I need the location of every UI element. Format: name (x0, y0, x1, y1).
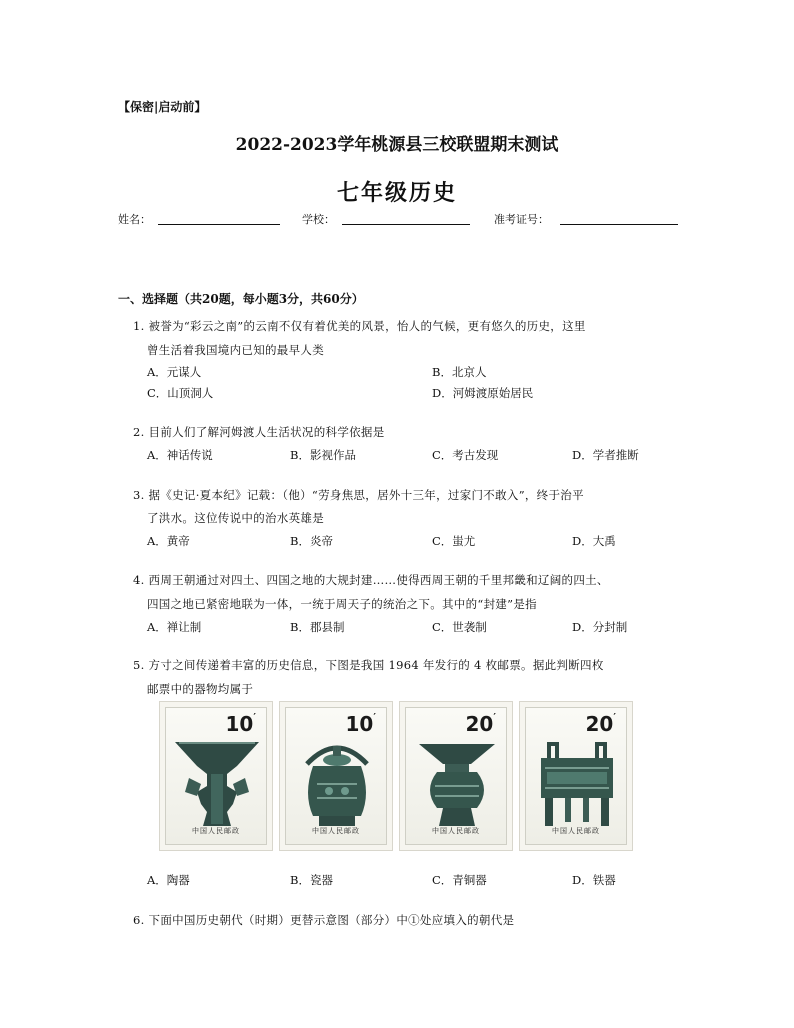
question-3-line-1: 3. 据《史记·夏本纪》记载：（他）“劳身焦思，居外十三年，过家门不敢入”，终于治平 (133, 488, 584, 502)
stamp-3 (400, 702, 512, 850)
stamp-3-denomination: 20′ (465, 712, 496, 736)
name-field[interactable] (158, 224, 280, 225)
question-3-option-d[interactable]: D．大禹 (572, 534, 616, 548)
bronze-vessel-icon (407, 734, 507, 834)
question-2-option-d[interactable]: D．学者推断 (572, 448, 639, 462)
exam-title: 2022-2023学年桃源县三校联盟期末测试 (235, 135, 559, 155)
question-5-line-1: 5. 方寸之间传递着丰富的历史信息，下图是我国 1964 年发行的 4 枚邮票。据此判断四枚 (133, 658, 604, 672)
question-2-option-a[interactable]: A．神话传说 (147, 448, 213, 462)
question-5-option-d[interactable]: D．铁器 (572, 873, 616, 887)
stamp-2-country: 中国人民邮政 (312, 827, 360, 835)
question-5-option-a[interactable]: A．陶器 (147, 873, 190, 887)
question-3-option-b[interactable]: B．炎帝 (290, 534, 333, 548)
question-6-line-1: 6. 下面中国历史朝代（时期）更替示意图（部分）中①处应填入的朝代是 (133, 913, 515, 927)
exam-subtitle: 七年级历史 (336, 180, 457, 206)
question-5-option-b[interactable]: B．瓷器 (290, 873, 333, 887)
stamp-2 (280, 702, 392, 850)
stamp-4-country: 中国人民邮政 (552, 827, 600, 835)
question-1-option-d[interactable]: D．河姆渡原始居民 (432, 386, 534, 400)
exam-id-label: 准考证号： (494, 213, 549, 226)
question-2-line-1: 2. 目前人们了解河姆渡人生活状况的科学依据是 (133, 425, 385, 439)
stamp-1-denomination: 10′ (225, 712, 256, 736)
question-4-option-b[interactable]: B．郡县制 (290, 620, 345, 634)
question-3-line-2: 了洪水。这位传说中的治水英雄是 (147, 511, 324, 525)
bronze-zun-icon (167, 734, 267, 834)
stamp-1 (160, 702, 272, 850)
question-1-option-c[interactable]: C．山顶洞人 (147, 386, 214, 400)
question-4-line-2: 四国之地已紧密地联为一体，一统于周天子的统治之下。其中的“封建”是指 (147, 597, 537, 611)
bronze-ding-icon (527, 734, 627, 834)
stamp-figure (158, 702, 636, 854)
confidential-label: 【保密|启动前】 (118, 100, 207, 114)
question-3-option-c[interactable]: C．蚩尤 (432, 534, 476, 548)
question-4-option-a[interactable]: A．禅让制 (147, 620, 202, 634)
section-heading: 一、选择题（共20题，每小题3分，共60分） (118, 292, 364, 306)
question-1-option-a[interactable]: A．元谋人 (147, 365, 202, 379)
question-1-line-1: 1. 被誉为“彩云之南”的云南不仅有着优美的风景，怡人的气候，更有悠久的历史，这里 (133, 319, 586, 333)
stamp-4-denomination: 20′ (585, 712, 616, 736)
question-4-option-d[interactable]: D．分封制 (572, 620, 628, 634)
stamp-1-country: 中国人民邮政 (192, 827, 240, 835)
exam-id-field[interactable] (560, 224, 678, 225)
question-4-line-1: 4. 西周王朝通过对四土、四国之地的大规封建……使得西周王朝的千里邦畿和辽阔的四土、 (133, 573, 609, 587)
question-5-option-c[interactable]: C．青铜器 (432, 873, 487, 887)
question-3-option-a[interactable]: A．黄帝 (147, 534, 190, 548)
question-5-line-2: 邮票中的器物均属于 (147, 682, 254, 696)
question-2-option-c[interactable]: C．考古发现 (432, 448, 499, 462)
school-field[interactable] (342, 224, 470, 225)
name-label: 姓名： (118, 213, 151, 226)
question-1-option-b[interactable]: B．北京人 (432, 365, 487, 379)
school-label: 学校： (302, 213, 335, 226)
question-4-option-c[interactable]: C．世袭制 (432, 620, 487, 634)
bronze-you-icon (287, 734, 387, 834)
question-2-option-b[interactable]: B．影视作品 (290, 448, 356, 462)
stamp-4 (520, 702, 632, 850)
question-1-line-2: 曾生活着我国境内已知的最早人类 (147, 343, 324, 357)
stamp-2-denomination: 10′ (345, 712, 376, 736)
stamp-3-country: 中国人民邮政 (432, 827, 480, 835)
